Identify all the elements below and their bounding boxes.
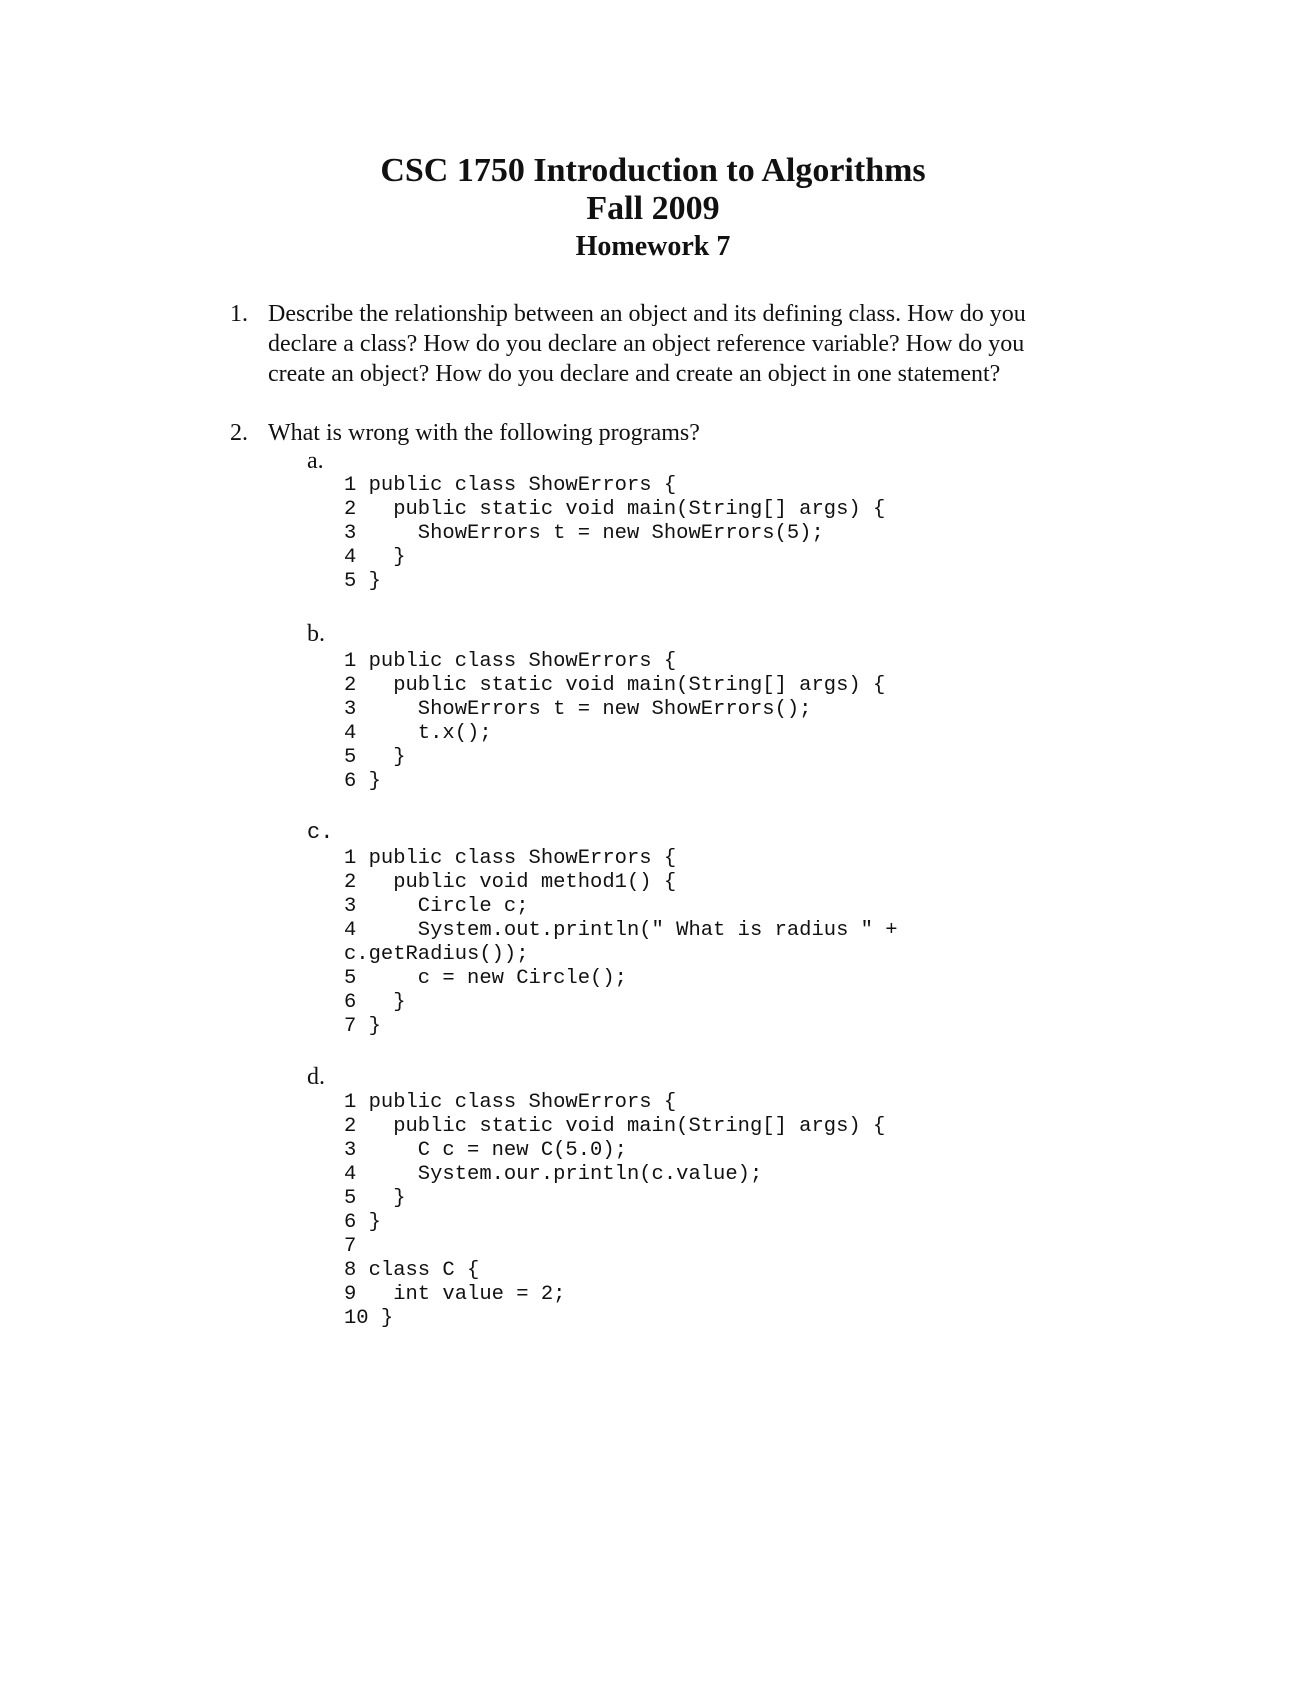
assignment-title: Homework 7 <box>575 231 731 262</box>
part-c-code <box>344 847 898 1039</box>
part-d-code <box>344 1091 885 1331</box>
code-line: 4 t.x(); <box>344 722 492 745</box>
question-2-text <box>268 418 1128 448</box>
code-line: 5 } <box>344 746 406 769</box>
question-1-line: create an object? How do you declare and create an object in one statement? <box>268 361 1001 387</box>
question-1-line: declare a class? How do you declare an object reference variable? How do you <box>268 331 1025 357</box>
code-line: 5 } <box>344 1187 406 1210</box>
code-line: c.getRadius()); <box>344 943 529 966</box>
part-b-label: b. <box>307 621 325 647</box>
code-line: 3 Circle c; <box>344 895 529 918</box>
question-2-line: What is wrong with the following programs? <box>268 420 700 446</box>
code-line: 7 <box>344 1235 357 1258</box>
code-line: 2 public static void main(String[] args) { <box>344 498 886 521</box>
code-line: 5 c = new Circle(); <box>344 967 627 990</box>
part-d-label: d. <box>307 1064 325 1090</box>
code-line: 4 System.out.println(" What is radius " + <box>344 919 898 942</box>
code-line: 7 } <box>344 1015 381 1038</box>
code-line: 5 } <box>344 570 381 593</box>
code-line: 4 System.our.println(c.value); <box>344 1163 763 1186</box>
code-line: 6 } <box>344 1211 381 1234</box>
code-line: 10 } <box>344 1307 394 1330</box>
code-line: 3 C c = new C(5.0); <box>344 1139 627 1162</box>
course-title: CSC 1750 Introduction to Algorithms <box>380 152 926 189</box>
code-line: 6 } <box>344 770 381 793</box>
code-line: 2 public static void main(String[] args) { <box>344 1115 886 1138</box>
part-a-code <box>344 474 885 594</box>
part-a-label: a. <box>307 448 324 474</box>
code-line: 1 public class ShowErrors { <box>344 474 677 497</box>
question-1-text <box>268 299 1128 389</box>
code-line: 1 public class ShowErrors { <box>344 1091 677 1114</box>
question-1-line: Describe the relationship between an object and its defining class. How do you <box>268 301 1026 327</box>
term-title: Fall 2009 <box>586 190 720 227</box>
code-line: 3 ShowErrors t = new ShowErrors(5); <box>344 522 824 545</box>
code-line: 2 public void method1() { <box>344 871 677 894</box>
part-b-code <box>344 650 885 794</box>
code-line: 4 } <box>344 546 406 569</box>
code-line: 1 public class ShowErrors { <box>344 650 677 673</box>
question-2-number: 2. <box>230 420 248 446</box>
code-line: 3 ShowErrors t = new ShowErrors(); <box>344 698 812 721</box>
code-line: 2 public static void main(String[] args) { <box>344 674 886 697</box>
code-line: 6 } <box>344 991 406 1014</box>
part-c-label: c. <box>307 820 334 845</box>
question-1-number: 1. <box>230 301 248 327</box>
code-line: 9 int value = 2; <box>344 1283 566 1306</box>
code-line: 8 class C { <box>344 1259 480 1282</box>
code-line: 1 public class ShowErrors { <box>344 847 677 870</box>
